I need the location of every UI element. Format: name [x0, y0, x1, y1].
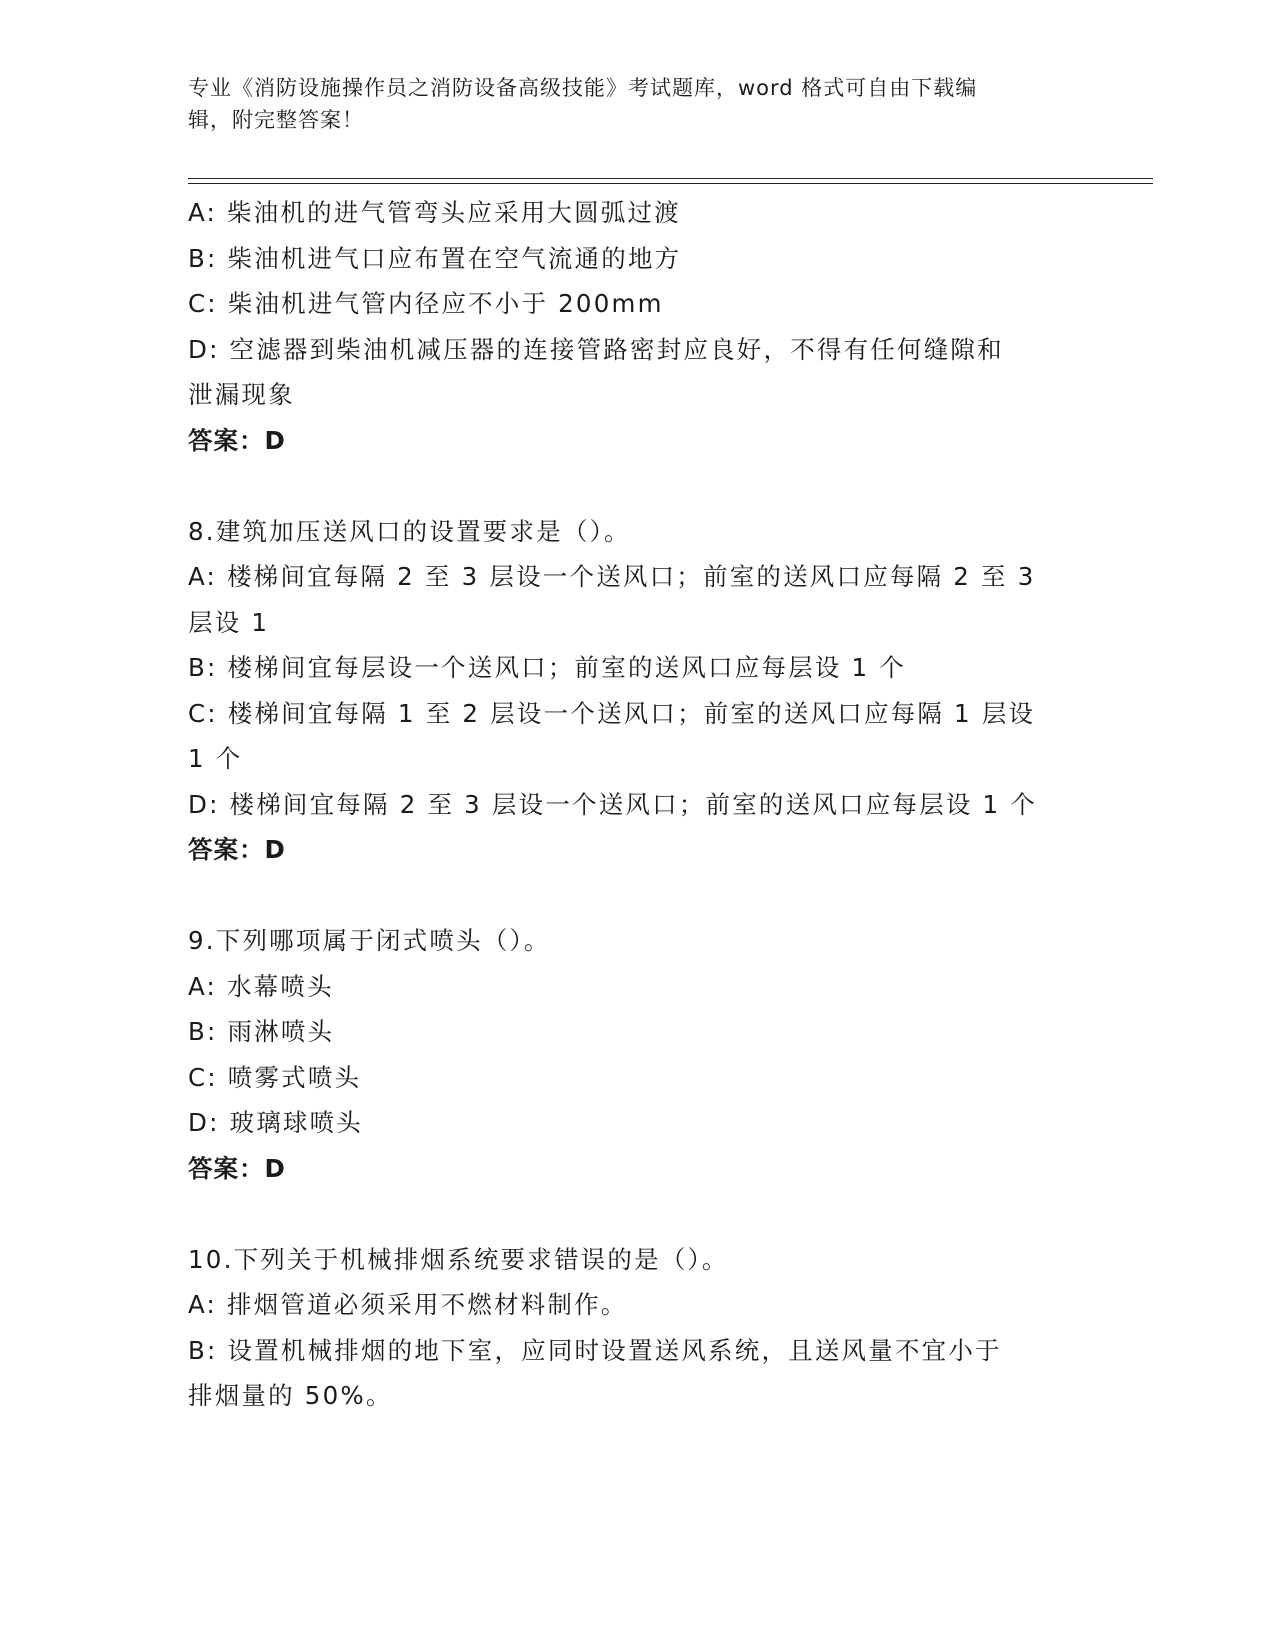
q9-option-c: C: 喷雾式喷头 — [188, 1062, 362, 1092]
q8-option-c-line-1: C: 楼梯间宜每隔 1 至 2 层设一个送风口；前室的送风口应每隔 1 层设 — [188, 698, 1036, 728]
q8-option-b: B: 楼梯间宜每层设一个送风口；前室的送风口应每层设 1 个 — [188, 653, 907, 682]
q10-option-b-line-1: B: 设置机械排烟的地下室，应同时设置送风系统，且送风量不宜小于 — [188, 1335, 1002, 1365]
header-line-2: 辑，附完整答案！ — [188, 108, 364, 132]
question-7 — [188, 190, 1088, 463]
q10-option-a: A: 排烟管道必须采用不燃材料制作。 — [188, 1290, 628, 1319]
q8-option-d: D: 楼梯间宜每隔 2 至 3 层设一个送风口；前室的送风口应每层设 1 个 — [188, 789, 1037, 819]
q9-answer: 答案：D — [188, 1153, 286, 1183]
q9-option-a: A: 水幕喷头 — [188, 971, 334, 1001]
q7-option-d-line-1: D: 空滤器到柴油机减压器的连接管路密封应良好，不得有任何缝隙和 — [188, 334, 1004, 364]
spacer — [188, 1191, 1088, 1237]
q9-option-b: B: 雨淋喷头 — [188, 1017, 335, 1046]
q7-option-c: C: 柴油机进气管内径应不小于 200mm — [188, 289, 664, 318]
page-header — [188, 72, 1068, 136]
header-line-1: 专业《消防设施操作员之消防设备高级技能》考试题库，word 格式可自由下载编 — [188, 76, 978, 100]
header-rule-top — [188, 178, 1153, 179]
q9-option-d: D: 玻璃球喷头 — [188, 1108, 364, 1137]
q7-answer: 答案：D — [188, 425, 286, 455]
q10-option-b-line-2: 排烟量的 50%。 — [188, 1381, 393, 1410]
q8-option-c-line-2: 1 个 — [188, 744, 243, 773]
question-10 — [188, 1237, 1088, 1419]
q8-question: 8.建筑加压送风口的设置要求是（）。 — [188, 516, 631, 546]
q10-question: 10.下列关于机械排烟系统要求错误的是（）。 — [188, 1244, 729, 1274]
q8-option-a-line-1: A: 楼梯间宜每隔 2 至 3 层设一个送风口；前室的送风口应每隔 2 至 3 — [188, 562, 1036, 591]
q7-option-b: B: 柴油机进气口应布置在空气流通的地方 — [188, 243, 682, 273]
header-rule-bottom — [188, 183, 1153, 184]
spacer — [188, 463, 1088, 509]
q7-option-a: A: 柴油机的进气管弯头应采用大圆弧过渡 — [188, 198, 681, 227]
question-8 — [188, 509, 1088, 873]
q8-option-a-line-2: 层设 1 — [188, 607, 270, 637]
question-list — [188, 190, 1088, 1419]
q7-option-d-line-2: 泄漏现象 — [188, 380, 295, 409]
q9-question: 9.下列哪项属于闭式喷头（）。 — [188, 926, 551, 955]
question-9 — [188, 918, 1088, 1191]
q8-answer: 答案：D — [188, 835, 286, 864]
spacer — [188, 873, 1088, 919]
